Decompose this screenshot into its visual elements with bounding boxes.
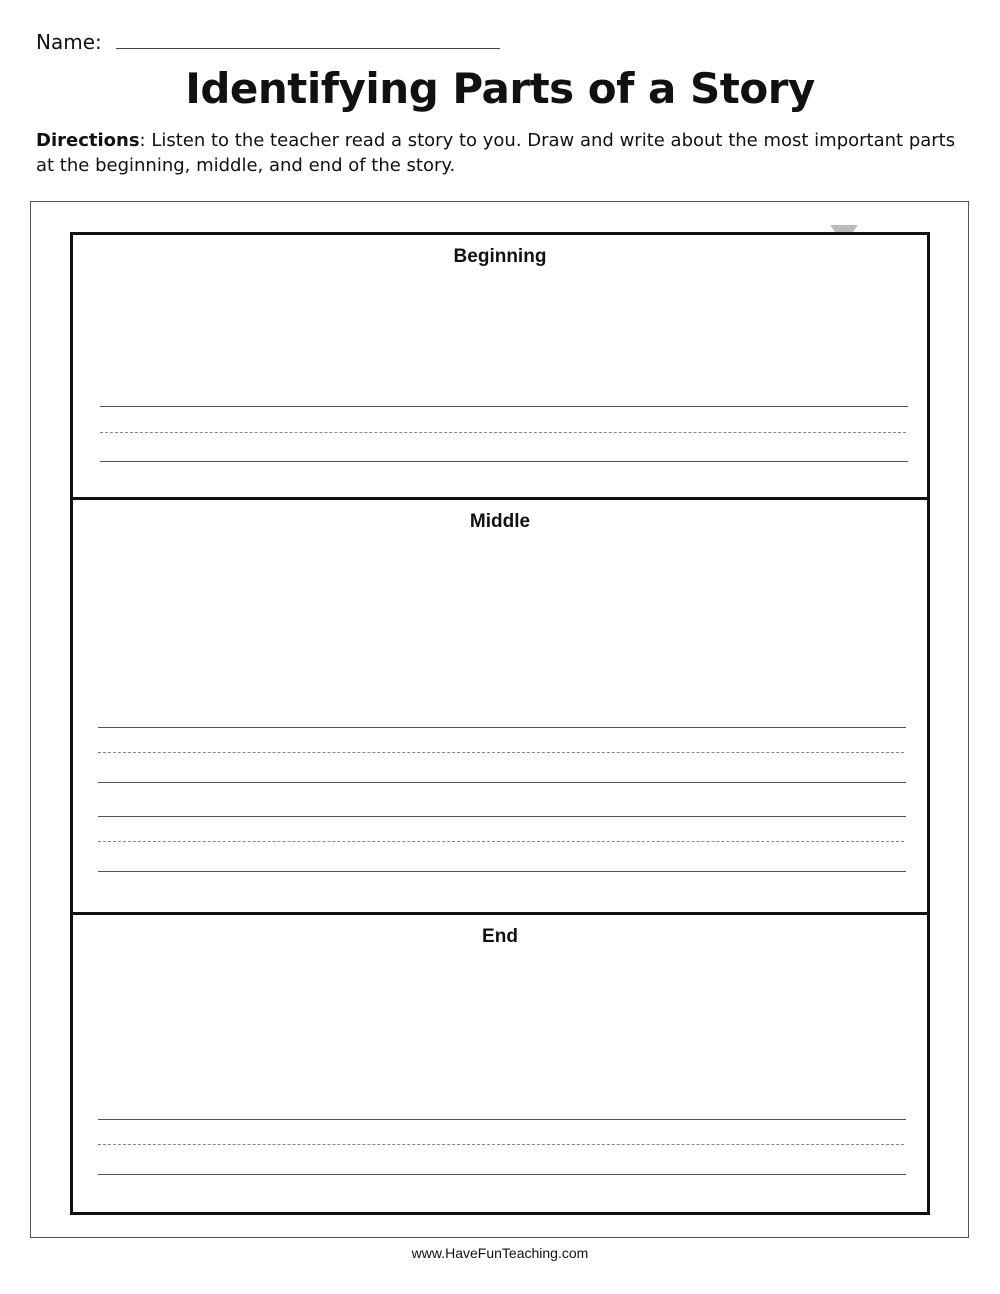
writing-line-mid — [98, 1144, 904, 1145]
directions-label: Directions — [36, 130, 140, 151]
writing-line-base[interactable] — [98, 1174, 906, 1175]
writing-line-top[interactable] — [100, 406, 908, 407]
writing-line-top[interactable] — [98, 816, 906, 817]
name-write-line[interactable] — [116, 48, 500, 49]
writing-line-base[interactable] — [100, 461, 908, 462]
writing-line-top[interactable] — [98, 1119, 906, 1120]
writing-line-top[interactable] — [98, 727, 906, 728]
end-drawing-area[interactable] — [73, 955, 927, 1105]
writing-line-base[interactable] — [98, 871, 906, 872]
beginning-drawing-area[interactable] — [73, 275, 927, 400]
footer-url: www.HaveFunTeaching.com — [411, 1245, 589, 1261]
directions — [36, 128, 966, 178]
writing-line-mid — [100, 432, 906, 433]
writing-line-mid — [98, 752, 904, 753]
name-label: Name: — [36, 30, 102, 54]
page-title: Identifying Parts of a Story — [185, 64, 815, 113]
story-organizer — [70, 232, 930, 1215]
middle-drawing-area[interactable] — [73, 540, 927, 720]
beginning-title: Beginning — [453, 246, 547, 267]
beginning-section — [73, 235, 927, 499]
middle-section — [73, 500, 927, 913]
end-title: End — [482, 926, 518, 947]
middle-title: Middle — [469, 511, 531, 532]
end-section — [73, 915, 927, 1212]
directions-text: : Listen to the teacher read a story to you. Draw and write about the most important parts at the beginning, middle, and end of the story. — [36, 130, 956, 176]
writing-line-base[interactable] — [98, 782, 906, 783]
writing-line-mid — [98, 841, 904, 842]
